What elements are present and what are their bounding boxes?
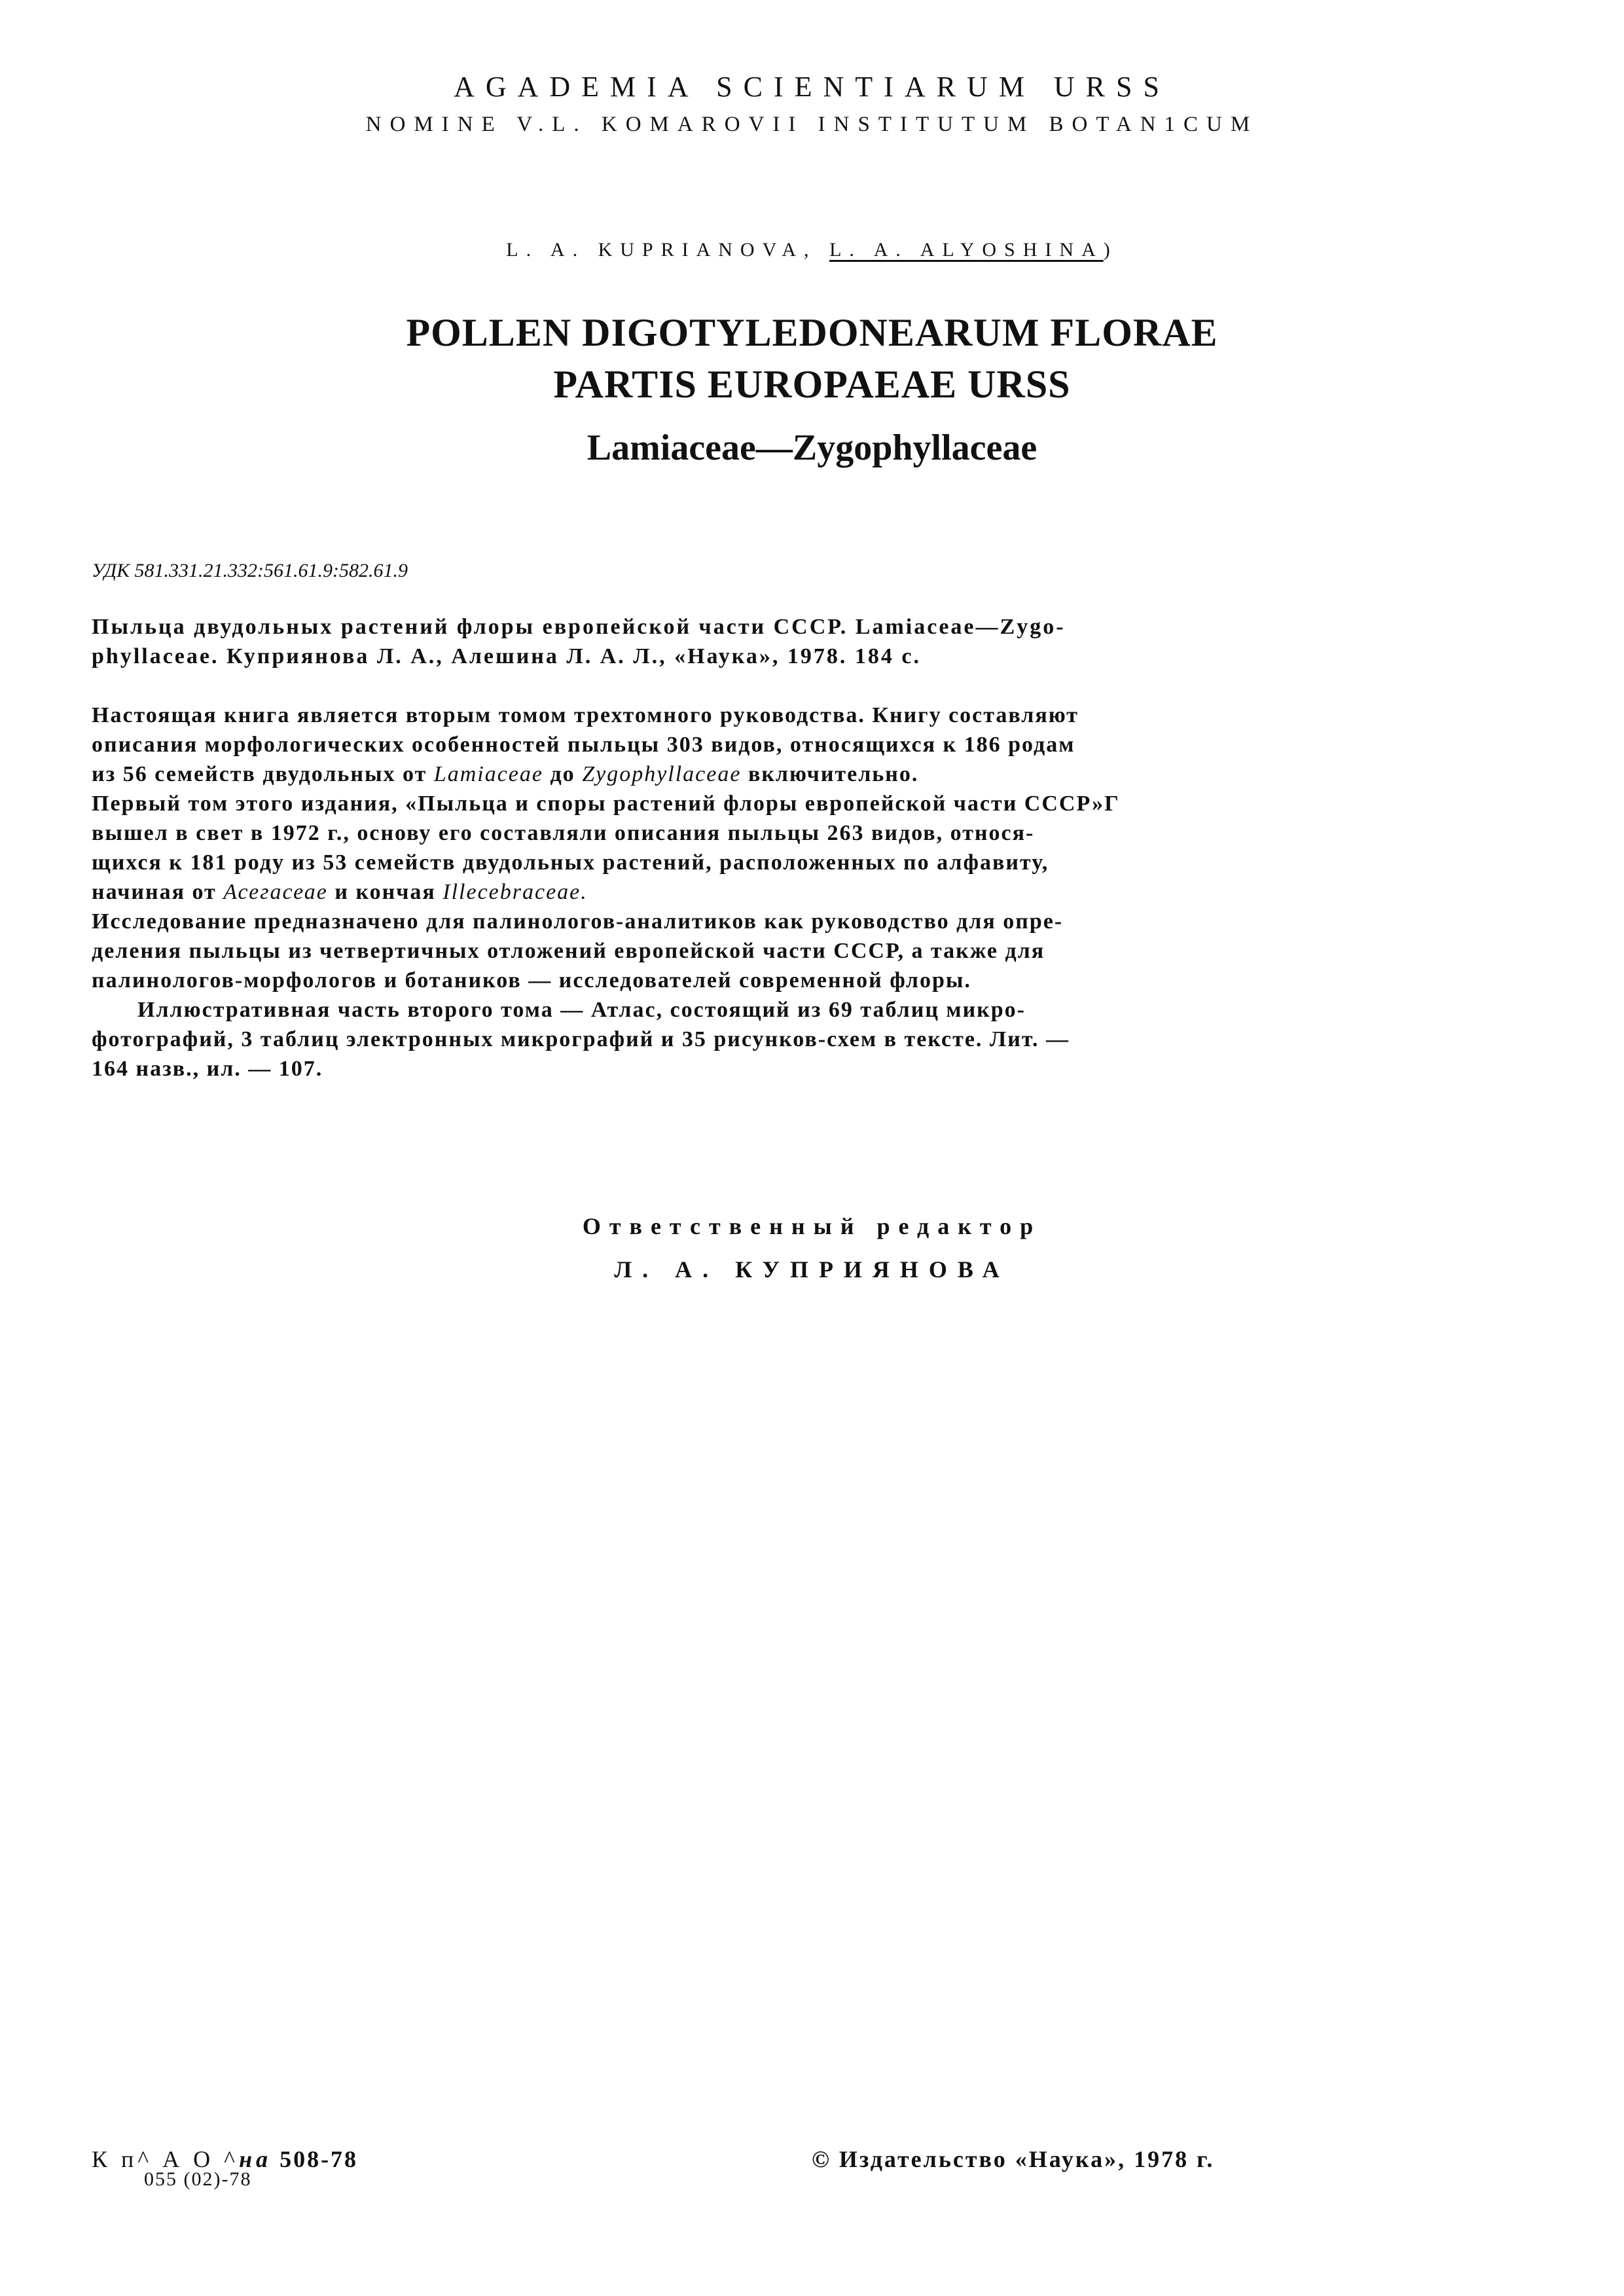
annotation-text (92, 701, 1322, 1084)
annotation-line: Иллюстративная часть второго тома — Атлас, состоящий из 69 таблиц микро- (137, 998, 1026, 1022)
academy-heading: AGADEMIA SCIENTIARUM URSS (454, 71, 1170, 103)
bibliographic-citation (92, 612, 1322, 671)
taxon-name: Illecebraceae. (442, 880, 588, 904)
subtitle: Lamiaceae—Zygophyllaceae (586, 428, 1038, 468)
annotation-line: описания морфологических особенностей пыльцы 303 видов, относящихся к 186 родам (92, 733, 1075, 757)
annotation-line: щихся к 181 роду из 53 семейств двудольных растений, расположенных по алфавиту, (92, 850, 1049, 875)
publication-code: 055 (02)-78 (144, 2168, 252, 2190)
title-line-2: PARTIS EUROPAEAE URSS (553, 363, 1071, 406)
annotation-line: Исследование предназначено для палинологов-аналитиков как руководство для опре- (92, 909, 1064, 934)
taxon-name: Асегасеае (223, 880, 328, 904)
title-line-1: POLLEN DIGOTYLEDONEARUM FLORAE (406, 311, 1218, 354)
citation-line: Пыльца двудольных растений флоры европейской части СССР. Lamiaceae—Zygo- (92, 615, 1066, 639)
taxon-name: Lamiaceae (433, 762, 543, 786)
annotation-line: палинологов-морфологов и ботаников — исследователей современной флоры. (92, 968, 971, 993)
annotation-line: вышел в свет в 1972 г., основу его составляли описания пыльцы 263 видов, относя- (92, 821, 1035, 845)
editor-name: Л. А. КУПРИЯНОВА (614, 1256, 1010, 1283)
editor-label: Ответственный редактор (582, 1213, 1042, 1239)
annotation-line: начиная от Асегасеае и кончая Illecebraceae. (92, 880, 588, 904)
annotation-line: Настоящая книга является вторым томом трехтомного руководства. Книгу составляют (92, 703, 1079, 727)
author-alyoshina: L. A. ALYOSHINA (829, 239, 1104, 261)
udk-code: УДК 581.331.21.332:561.61.9:582.61.9 (92, 560, 408, 581)
institute-heading: NOMINE V.L. KOMAROVII INSTITUTUM BOTAN1CUM (365, 113, 1259, 136)
annotation-line: 164 назв., ил. — 107. (92, 1057, 323, 1081)
authors-bracket: ) (1103, 239, 1118, 261)
publication-index: К п^ А О ^на 508-78 (92, 2146, 359, 2172)
annotation-line: фотографий, 3 таблиц электронных микрографий и 35 рисунков-схем в тексте. Лит. — (92, 1027, 1070, 1051)
author-kuprianova: L. A. KUPRIANOVA, (506, 239, 817, 261)
annotation-line: Первый том этого издания, «Пыльца и споры растений флоры европейской части СССР»Г (92, 792, 1120, 816)
annotation-line: деления пыльцы из четвертичных отложений европейской части СССР, а также для (92, 939, 1045, 963)
annotation-line: из 56 семейств двудольных от Lamiaceae до Zygophyllaceae включительно. (92, 762, 919, 786)
authors-line (0, 239, 1624, 261)
citation-line: phyllaceae. Куприянова Л. А., Алешина Л. А. Л., «Наука», 1978. 184 с. (92, 644, 921, 668)
copyright-notice: © Издательство «Наука», 1978 г. (812, 2146, 1215, 2172)
taxon-name: Zygophyllaceae (582, 762, 742, 786)
